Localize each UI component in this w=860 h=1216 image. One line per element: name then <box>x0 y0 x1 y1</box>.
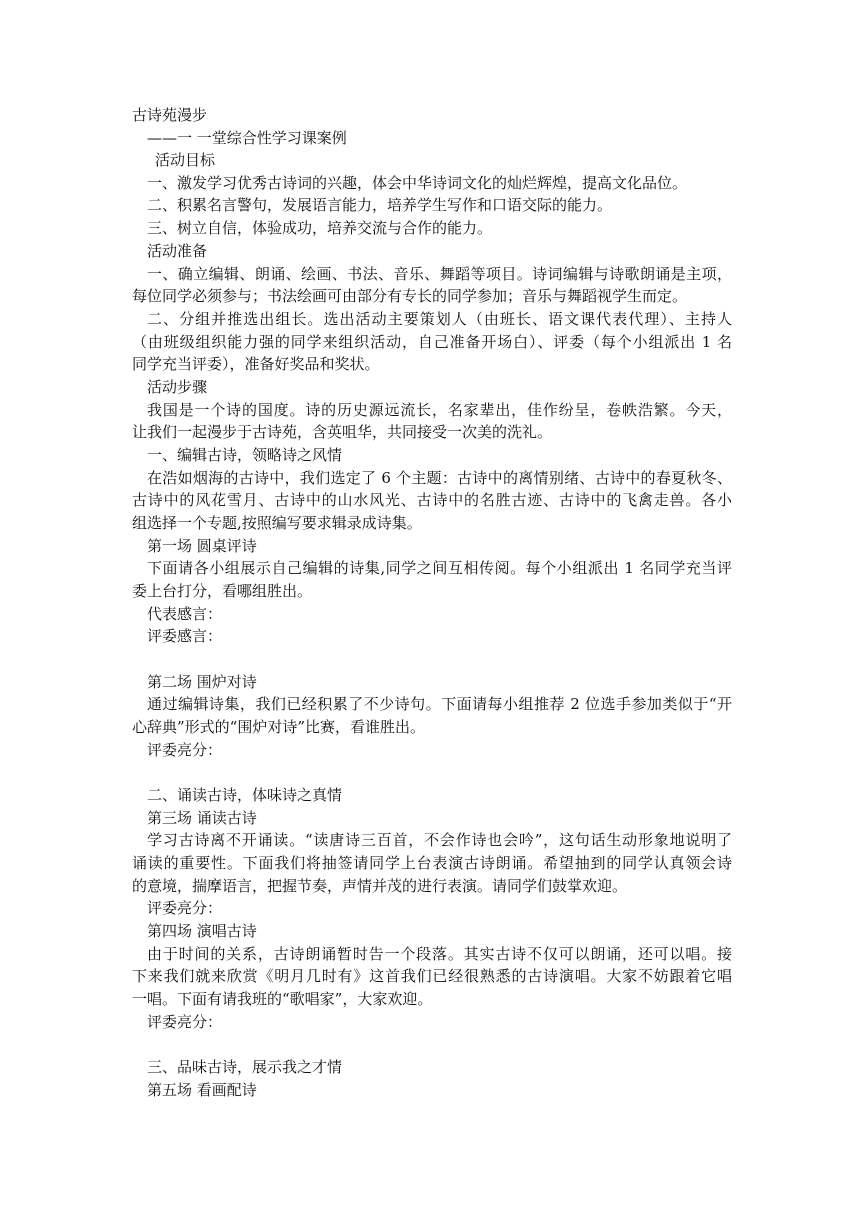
text-line: 组选择一个专题,按照编写要求辑录成诗集。 <box>132 514 422 532</box>
text-line: 评委亮分： <box>147 1013 223 1031</box>
text-line: （由班级组织能力强的同学来组织活动，自己准备开场白）、评委（每个小组派出 1 名 <box>132 333 732 351</box>
text-line: 在浩如烟海的古诗中，我们选定了 6 个主题：古诗中的离情别绪、古诗中的春夏秋冬、 <box>147 469 732 487</box>
text-line: 古诗中的风花雪月、古诗中的山水风光、古诗中的名胜古迹、古诗中的飞禽走兽。各小 <box>132 491 732 509</box>
text-line: 下面请各小组展示自己编辑的诗集,同学之间互相传阅。每个小组派出 1 名同学充当评 <box>147 559 732 577</box>
section-heading: 活动准备 <box>147 242 208 260</box>
text-line: 让我们一起漫步于古诗苑，含英咀华，共同接受一次美的洗礼。 <box>132 423 553 441</box>
text-line: 一唱。下面有请我班的“歌唱家”，大家欢迎。 <box>132 990 433 1008</box>
text-line: 二、分组并推选出组长。选出活动主要策划人（由班长、语文课代表代理）、主持人 <box>147 310 732 328</box>
text-line: 三、树立自信，体验成功，培养交流与合作的能力。 <box>147 219 493 237</box>
text-line: 的意境，揣摩语言，把握节奏，声情并茂的进行表演。请同学们鼓掌欢迎。 <box>132 877 628 895</box>
text-line: 一、确立编辑、朗诵、绘画、书法、音乐、舞蹈等项目。诗词编辑与诗歌朗诵是主项， <box>147 265 732 283</box>
text-line: 心辞典”形式的“围炉对诗”比赛，看谁胜出。 <box>132 718 426 736</box>
text-line: 我国是一个诗的国度。诗的历史源远流长，名家辈出，佳作纷呈，卷帙浩繁。今天， <box>147 401 732 419</box>
text-line: 委上台打分，看哪组胜出。 <box>132 582 313 600</box>
text-line: 同学充当评委），准备好奖品和奖状。 <box>132 355 380 373</box>
text-line: 评委亮分： <box>147 899 223 917</box>
scene-heading: 第三场 诵读古诗 <box>147 809 257 827</box>
document-title: 古诗苑漫步 <box>132 106 208 124</box>
part-heading: 二、诵读古诗，体味诗之真情 <box>147 786 343 804</box>
text-line: 下来我们就来欣赏《明月几时有》这首我们已经很熟悉的古诗演唱。大家不妨跟着它唱 <box>132 967 732 985</box>
text-line: 由于时间的关系，古诗朗诵暂时告一个段落。其实古诗不仅可以朗诵，还可以唱。接 <box>147 945 732 963</box>
text-line: 二、积累名言警句，发展语言能力，培养学生写作和口语交际的能力。 <box>147 196 613 214</box>
document-subtitle: ——一 一堂综合性学习课案例 <box>147 129 347 147</box>
text-line: 一、激发学习优秀古诗词的兴趣，体会中华诗词文化的灿烂辉煌，提高文化品位。 <box>147 174 688 192</box>
part-heading: 一、编辑古诗，领略诗之风情 <box>147 446 343 464</box>
text-line: 评委感言： <box>147 627 223 645</box>
text-line: 代表感言： <box>147 605 223 623</box>
text-line: 诵读的重要性。下面我们将抽签请同学上台表演古诗朗诵。希望抽到的同学认真领会诗 <box>132 854 732 872</box>
section-heading: 活动目标 <box>155 151 216 169</box>
text-line: 学习古诗离不开诵读。“读唐诗三百首，不会作诗也会吟”，这句话生动形象地说明了 <box>147 831 732 849</box>
scene-heading: 第一场 圆桌评诗 <box>147 537 257 555</box>
section-heading: 活动步骤 <box>147 378 208 396</box>
text-line: 评委亮分： <box>147 741 223 759</box>
scene-heading: 第五场 看画配诗 <box>147 1081 257 1099</box>
scene-heading: 第二场 围炉对诗 <box>147 673 257 691</box>
scene-heading: 第四场 演唱古诗 <box>147 922 257 940</box>
text-line: 每位同学必须参与；书法绘画可由部分有专长的同学参加；音乐与舞蹈视学生而定。 <box>132 287 688 305</box>
text-line: 通过编辑诗集，我们已经积累了不少诗句。下面请每小组推荐 2 位选手参加类似于“开 <box>147 695 732 713</box>
part-heading: 三、品味古诗，展示我之才情 <box>147 1058 343 1076</box>
